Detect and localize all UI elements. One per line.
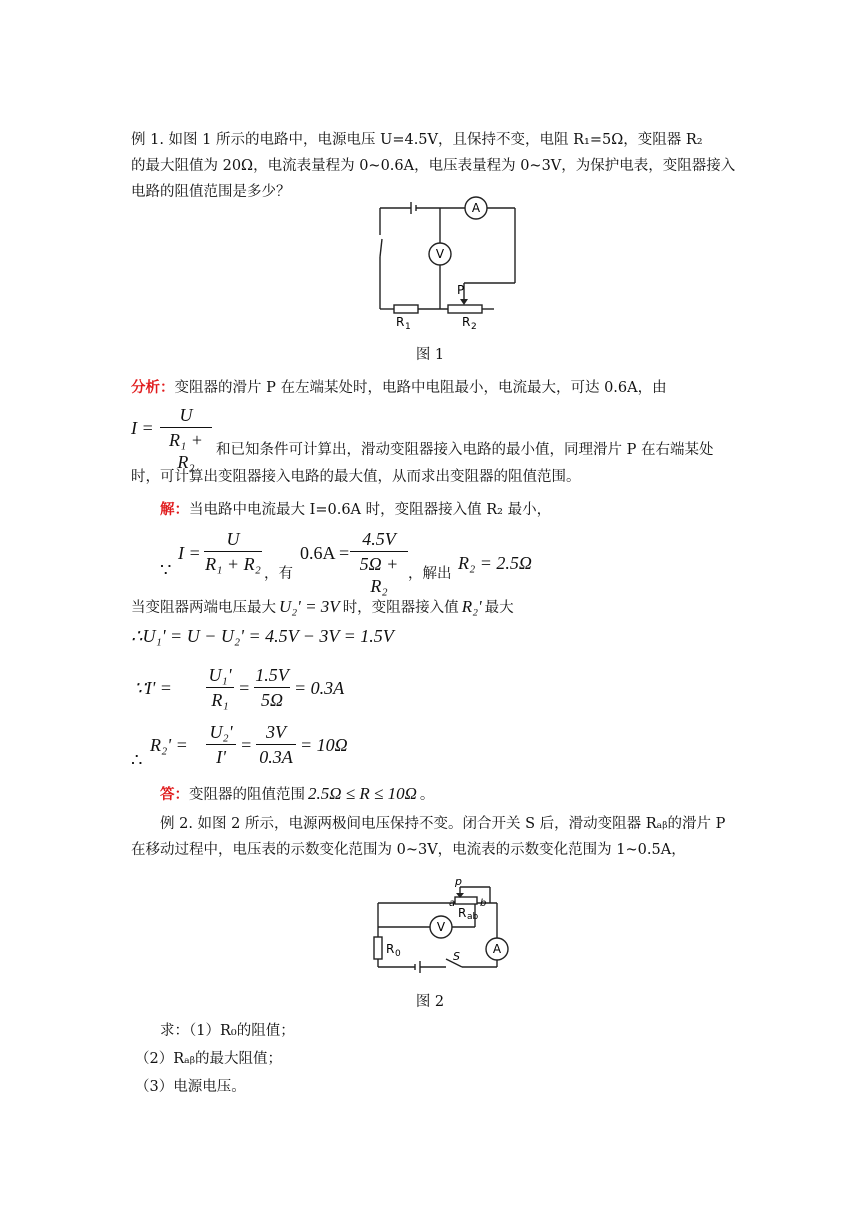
fraction-denominator: R₁ + R₂ <box>169 430 203 472</box>
solution-label: 解： <box>160 501 189 518</box>
line4-rhs: = 0.3A <box>294 678 345 698</box>
solution-line2 <box>131 596 514 617</box>
answer-label: 答： <box>160 786 189 803</box>
fig2-rab-label: R <box>458 906 467 920</box>
answer-math: 2.5Ω ≤ R ≤ 10Ω <box>308 784 417 803</box>
line5-lhs: R₂' = <box>150 735 188 755</box>
analysis-line3: 时，可计算出变阻器接入电路的最大值，从而求出变阻器的阻值范围。 <box>131 469 581 485</box>
line5-fraction2 <box>256 721 296 768</box>
fraction-denominator: 5Ω + R₂ <box>359 554 399 596</box>
line2-text-b: 时，变阻器接入值 <box>342 600 459 616</box>
analysis-line2: 和已知条件可计算出，滑动变阻器接入电路的最小值，同理滑片 P 在右端某处 <box>216 442 714 458</box>
fig2-slider-label: p <box>455 875 462 888</box>
question-1: 求：（1）R₀的阻值； <box>160 1023 295 1039</box>
analysis-formula-lhs: I = <box>131 418 154 438</box>
result1: R₂ = 2.5Ω <box>458 553 532 573</box>
example2-line2: 在移动过程中，电压表的示数变化范围为 0~3V，电流表的示数变化范围为 1~0.5A， <box>131 842 686 858</box>
answer-text: 变阻器的阻值范围 <box>189 787 305 803</box>
line4-lhs: ∵I' = <box>134 678 172 698</box>
fig2-r0-sub: 0 <box>395 949 401 959</box>
figure1-circuit <box>0 195 860 335</box>
figure2-circuit <box>0 875 860 985</box>
because-symbol: ∵ <box>160 560 172 581</box>
fraction-denominator: 5Ω <box>260 690 284 710</box>
analysis-label: 分析： <box>131 379 175 396</box>
analysis-paragraph <box>131 375 731 401</box>
therefore-symbol: ∴ <box>131 750 143 771</box>
fraction-numerator: U <box>226 529 240 549</box>
r1-label: R <box>396 315 405 329</box>
fig2-a-label: a <box>449 898 456 909</box>
fraction-numerator: 4.5V <box>362 529 396 549</box>
fig2-ammeter-label: A <box>492 942 502 956</box>
eq2-lhs: 0.6A = <box>300 543 350 563</box>
solution-line3: ∴U₁' = U − U₂' = 4.5V − 3V = 1.5V <box>131 626 394 646</box>
line2-math-r2: R₂' <box>461 597 482 616</box>
fig2-r0-label: R <box>386 942 395 956</box>
slider-label: P <box>457 283 465 297</box>
question-2: （2）Rₐᵦ的最大阻值； <box>135 1051 283 1067</box>
line5-fraction1 <box>206 721 236 768</box>
r2-label: R <box>462 315 471 329</box>
ammeter-label: A <box>471 201 481 215</box>
example1-line3: 电路的阻值范围是多少？ <box>131 184 291 200</box>
answer-line <box>160 783 434 804</box>
example1-line2: 的最大阻值为 20Ω，电流表量程为 0~0.6A，电压表量程为 0~3V，为保护电表，变阻器接入 <box>131 158 736 174</box>
figure1-caption: 图 1 <box>415 347 445 363</box>
fraction-numerator: U <box>179 405 193 425</box>
fraction-denominator: 0.3A <box>259 747 293 767</box>
question-3: （3）电源电压。 <box>135 1079 246 1095</box>
r1-sub: 1 <box>405 322 411 332</box>
eq1-fraction <box>204 528 262 575</box>
r2-sub: 2 <box>471 322 477 332</box>
line2-text-a: 当变阻器两端电压最大 <box>131 600 276 616</box>
line5-rhs: = 10Ω <box>300 735 348 755</box>
fig2-voltmeter-label: V <box>436 920 446 934</box>
example2-line1: 例 2. 如图 2 所示，电源两极间电压保持不变。闭合开关 S 后，滑动变阻器 Rₐᵦ的滑片 P <box>160 816 726 832</box>
line2-text-c: 最大 <box>484 600 514 616</box>
figure2-caption: 图 2 <box>415 994 445 1010</box>
line4-fraction2 <box>254 664 290 711</box>
have-text: ，有 <box>264 566 293 582</box>
eq2-fraction <box>350 528 408 597</box>
analysis-formula-fraction <box>160 404 212 473</box>
voltmeter-label: V <box>435 247 445 261</box>
fig2-b-label: b <box>480 898 487 909</box>
fraction-numerator: U₂' <box>209 722 233 742</box>
solve-text: ，解出 <box>408 566 452 582</box>
eq1-lhs: I = <box>178 543 201 563</box>
fraction-numerator: 1.5V <box>255 665 289 685</box>
fraction-denominator: I' <box>216 747 226 767</box>
fraction-numerator: 3V <box>266 722 286 742</box>
example1-line1: 例 1. 如图 1 所示的电路中，电源电压 U=4.5V，且保持不变，电阻 R₁=5Ω，变阻器 R₂ <box>131 132 703 148</box>
fig2-switch-label: S <box>453 950 460 963</box>
line5-eq: = <box>240 735 253 755</box>
line2-math-u2: U₂' = 3V <box>279 597 340 616</box>
answer-end: 。 <box>419 787 435 803</box>
fraction-numerator: U₁' <box>208 665 232 685</box>
line4-eq: = <box>238 678 251 698</box>
fig2-rab-sub: ab <box>467 912 479 922</box>
fraction-denominator: R₁ + R₂ <box>205 554 261 574</box>
line4-fraction1 <box>206 664 234 711</box>
fraction-denominator: R₁ <box>211 690 229 710</box>
solution-line1-wrap <box>160 497 760 523</box>
solution-line1: 当电路中电流最大 I=0.6A 时，变阻器接入值 R₂ 最小， <box>189 502 552 518</box>
analysis-line1: 变阻器的滑片 P 在左端某处时，电路中电阻最小，电流最大，可达 0.6A，由 <box>174 380 667 396</box>
